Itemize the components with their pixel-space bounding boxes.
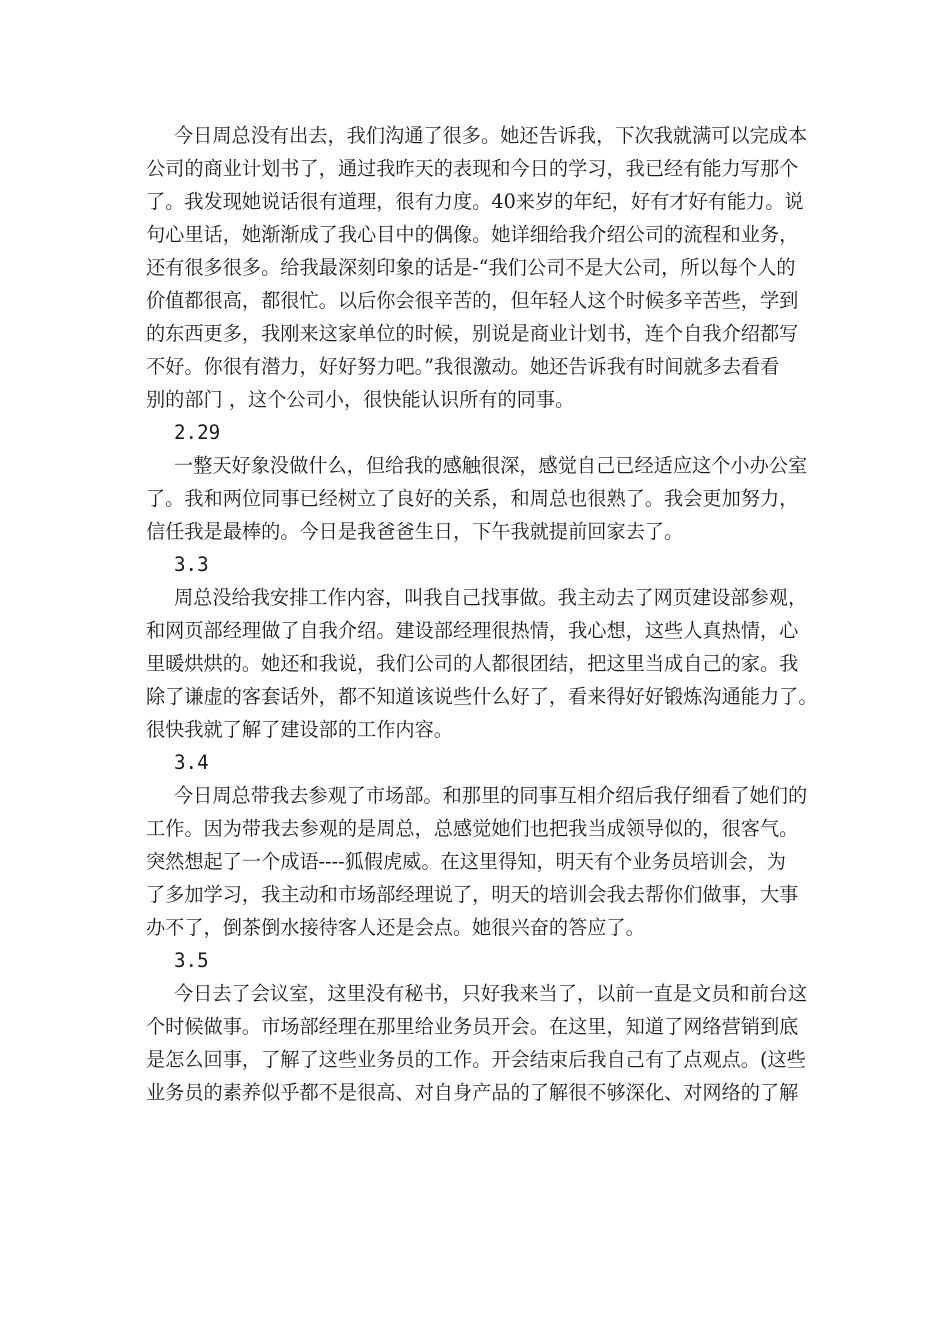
paragraph-line: 突然想起了一个成语----狐假虎威。在这里得知，明天有个业务员培训会，为 <box>146 850 786 873</box>
paragraph-line: 今日去了会议室，这里没有秘书，只好我来当了，以前一直是文员和前台这 <box>174 982 808 1005</box>
paragraph-line: 公司的商业计划书了，通过我昨天的表现和今日的学习，我已经有能力写那个 <box>146 157 799 180</box>
paragraph-line: 周总没给我安排工作内容，叫我自己找事做。我主动去了网页建设部参观， <box>174 586 808 609</box>
paragraph-line: 里暖烘烘的。她还和我说，我们公司的人都很团结，把这里当成自己的家。我 <box>146 652 799 675</box>
paragraph-line: 价值都很高，都很忙。以后你会很辛苦的，但年轻人这个时候多辛苦些，学到 <box>146 289 799 312</box>
paragraph-line: 了。我和两位同事已经树立了良好的关系，和周总也很熟了。我会更加努力， <box>146 487 799 510</box>
date-heading: 3.3 <box>174 553 209 576</box>
paragraph-line: 是怎么回事，了解了这些业务员的工作。开会结束后我自己有了点观点。(这些 <box>146 1048 806 1071</box>
paragraph-line: 今日周总没有出去，我们沟通了很多。她还告诉我，下次我就满可以完成本 <box>174 124 808 147</box>
paragraph-line: 句心里话，她渐渐成了我心目中的偶像。她详细给我介绍公司的流程和业务， <box>146 223 799 246</box>
date-heading: 3.5 <box>174 949 209 972</box>
paragraph-line: 和网页部经理做了自我介绍。建设部经理很热情，我心想，这些人真热情，心 <box>146 619 799 642</box>
paragraph-line: 除了谦虚的客套话外，都不知道该说些什么好了，看来得好好锻炼沟通能力了。 <box>146 685 818 708</box>
paragraph-line: 一整天好象没做什么，但给我的感触很深，感觉自己已经适应这个小办公室 <box>174 454 808 477</box>
paragraph-line: 工作。因为带我去参观的是周总，总感觉她们也把我当成领导似的，很客气。 <box>146 817 799 840</box>
paragraph-line: 个时候做事。市场部经理在那里给业务员开会。在这里，知道了网络营销到底 <box>146 1015 799 1038</box>
date-heading: 2.29 <box>174 421 221 444</box>
paragraph-line: 的东西更多，我刚来这家单位的时候，别说是商业计划书，连个自我介绍都写 <box>146 322 799 345</box>
paragraph-line: 办不了，倒茶倒水接待客人还是会点。她很兴奋的答应了。 <box>146 916 645 939</box>
paragraph-line: 还有很多很多。给我最深刻印象的话是-“我们公司不是大公司，所以每个人的 <box>146 256 796 279</box>
paragraph-line: 今日周总带我去参观了市场部。和那里的同事互相介绍后我仔细看了她们的 <box>174 784 808 807</box>
paragraph-line: 别的部门 ，这个公司小，很快能认识所有的同事。 <box>146 388 575 411</box>
paragraph-line: 了多加学习，我主动和市场部经理说了，明天的培训会我去帮你们做事，大事 <box>146 883 799 906</box>
paragraph-line: 信任我是最棒的。今日是我爸爸生日，下午我就提前回家去了。 <box>146 520 684 543</box>
date-heading: 3.4 <box>174 751 209 774</box>
paragraph-line: 业务员的素养似乎都不是很高、对自身产品的了解很不够深化、对网络的了解 <box>146 1081 799 1104</box>
paragraph-line: 了。我发现她说话很有道理，很有力度。40来岁的年纪，好有才好有能力。说 <box>146 190 804 213</box>
paragraph-line: 不好。你很有潜力，好好努力吧。”我很激动。她还告诉我有时间就多去看看 <box>146 355 780 378</box>
paragraph-line: 很快我就了解了建设部的工作内容。 <box>146 718 453 741</box>
